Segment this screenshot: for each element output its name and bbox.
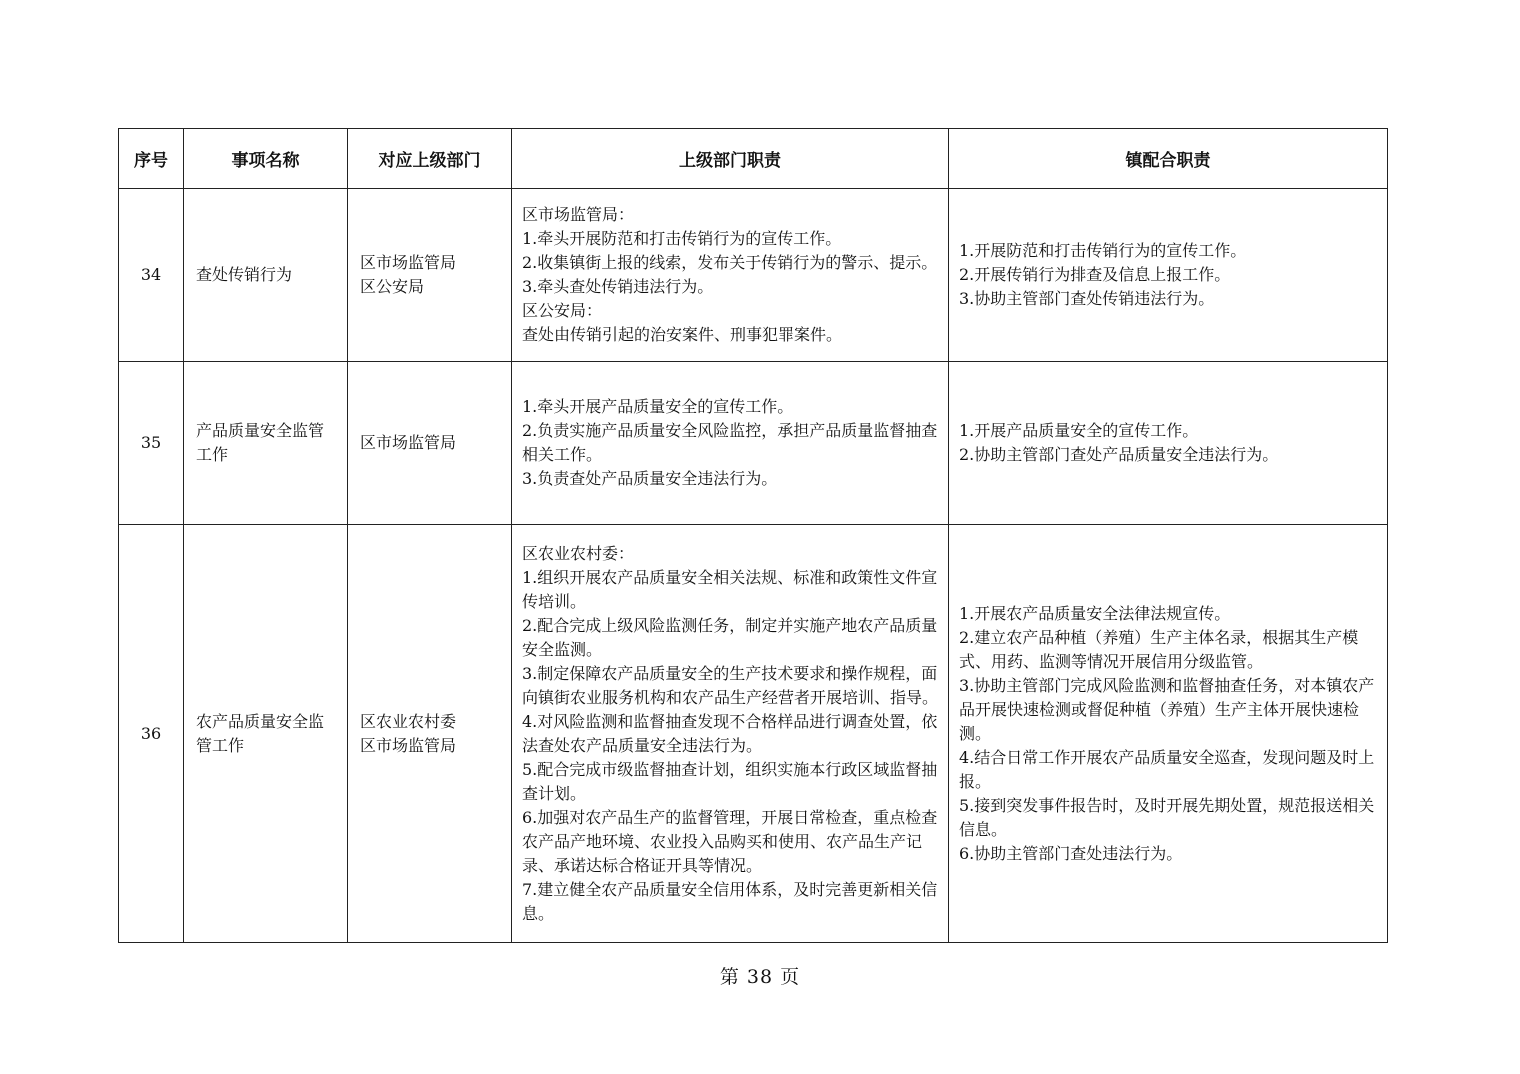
responsibility-table <box>118 128 1388 943</box>
duty-line: 4.结合日常工作开展农产品质量安全巡查，发现问题及时上报。 <box>959 747 1375 791</box>
page-number: 第 38 页 <box>719 966 801 988</box>
town-duty-cell <box>949 525 1388 943</box>
item-name-cell <box>184 525 348 943</box>
duty-line: 区农业农村委： <box>522 543 635 563</box>
item-name-line: 查处传销行为 <box>196 265 293 284</box>
duty-line: 6.协助主管部门查处违法行为。 <box>959 843 1183 863</box>
header-item-name: 事项名称 <box>184 129 348 189</box>
duty-line: 3.协助主管部门查处传销违法行为。 <box>959 289 1215 308</box>
dept-line: 区市场监管局 <box>360 433 457 452</box>
upper-dept-cell <box>348 525 512 943</box>
item-name-cell <box>184 189 348 362</box>
header-index: 序号 <box>119 129 184 189</box>
responsibility-table-container <box>118 128 1387 943</box>
duty-line: 1.牵头开展产品质量安全的宣传工作。 <box>522 397 794 416</box>
upper-duty-cell <box>512 362 949 525</box>
upper-dept-cell <box>348 189 512 362</box>
table-row <box>119 189 1388 362</box>
duty-line: 1.开展产品质量安全的宣传工作。 <box>959 421 1199 440</box>
item-name-cell <box>184 362 348 525</box>
dept-line: 区农业农村委 <box>360 711 457 731</box>
header-upper-dept: 对应上级部门 <box>348 129 512 189</box>
duty-line: 1.牵头开展防范和打击传销行为的宣传工作。 <box>522 229 842 248</box>
duty-line: 1.开展农产品质量安全法律法规宣传。 <box>959 603 1231 623</box>
dept-line: 区市场监管局 <box>360 735 457 755</box>
row-number: 35 <box>119 362 184 525</box>
duty-line: 2.收集镇街上报的线索，发布关于传销行为的警示、提示。 <box>522 253 938 272</box>
duty-line: 7.建立健全农产品质量安全信用体系，及时完善更新相关信息。 <box>522 879 938 923</box>
item-name-line: 产品质量安全监管工作 <box>196 421 325 464</box>
table-header-row <box>119 129 1388 189</box>
header-town-duty: 镇配合职责 <box>949 129 1388 189</box>
duty-line: 4.对风险监测和监督抽查发现不合格样品进行调查处置，依法查处农产品质量安全违法行为。 <box>522 711 938 755</box>
upper-duty-cell <box>512 525 949 943</box>
duty-line: 3.协助主管部门完成风险监测和监督抽查任务，对本镇农产品开展快速检测或督促种植（养殖）生产主体开展快速检测。 <box>959 675 1375 743</box>
dept-line: 区公安局 <box>360 277 425 296</box>
header-upper-duty: 上级部门职责 <box>512 129 949 189</box>
town-duty-cell <box>949 362 1388 525</box>
duty-line: 2.建立农产品种植（养殖）生产主体名录，根据其生产模式、用药、监测等情况开展信用分级监管。 <box>959 627 1359 671</box>
duty-line: 6.加强对农产品生产的监督管理，开展日常检查，重点检查农产品产地环境、农业投入品购买和使用、农产品生产记录、承诺达标合格证开具等情况。 <box>522 807 938 875</box>
duty-line: 2.开展传销行为排查及信息上报工作。 <box>959 265 1231 284</box>
duty-line: 3.负责查处产品质量安全违法行为。 <box>522 469 778 488</box>
dept-line: 区市场监管局 <box>360 253 457 272</box>
upper-duty-cell <box>512 189 949 362</box>
upper-dept-cell <box>348 362 512 525</box>
item-name-line: 农产品质量安全监管工作 <box>196 711 325 755</box>
duty-line: 2.负责实施产品质量安全风险监控，承担产品质量监督抽查相关工作。 <box>522 421 938 464</box>
row-number: 36 <box>119 525 184 943</box>
table-row <box>119 525 1388 943</box>
duty-line: 区公安局： <box>522 301 603 320</box>
table-row <box>119 362 1388 525</box>
duty-line: 2.协助主管部门查处产品质量安全违法行为。 <box>959 445 1279 464</box>
duty-line: 5.配合完成市级监督抽查计划，组织实施本行政区域监督抽查计划。 <box>522 759 938 803</box>
duty-line: 3.牵头查处传销违法行为。 <box>522 277 714 296</box>
duty-line: 区市场监管局： <box>522 205 635 224</box>
duty-line: 1.组织开展农产品质量安全相关法规、标准和政策性文件宣传培训。 <box>522 567 938 611</box>
duty-line: 1.开展防范和打击传销行为的宣传工作。 <box>959 241 1247 260</box>
town-duty-cell <box>949 189 1388 362</box>
duty-line: 2.配合完成上级风险监测任务，制定并实施产地农产品质量安全监测。 <box>522 615 938 659</box>
duty-line: 5.接到突发事件报告时，及时开展先期处置，规范报送相关信息。 <box>959 795 1375 839</box>
duty-line: 3.制定保障农产品质量安全的生产技术要求和操作规程，面向镇街农业服务机构和农产品生产经营者开展培训、指导。 <box>522 663 939 707</box>
duty-line: 查处由传销引起的治安案件、刑事犯罪案件。 <box>522 325 843 344</box>
row-number: 34 <box>119 189 184 362</box>
